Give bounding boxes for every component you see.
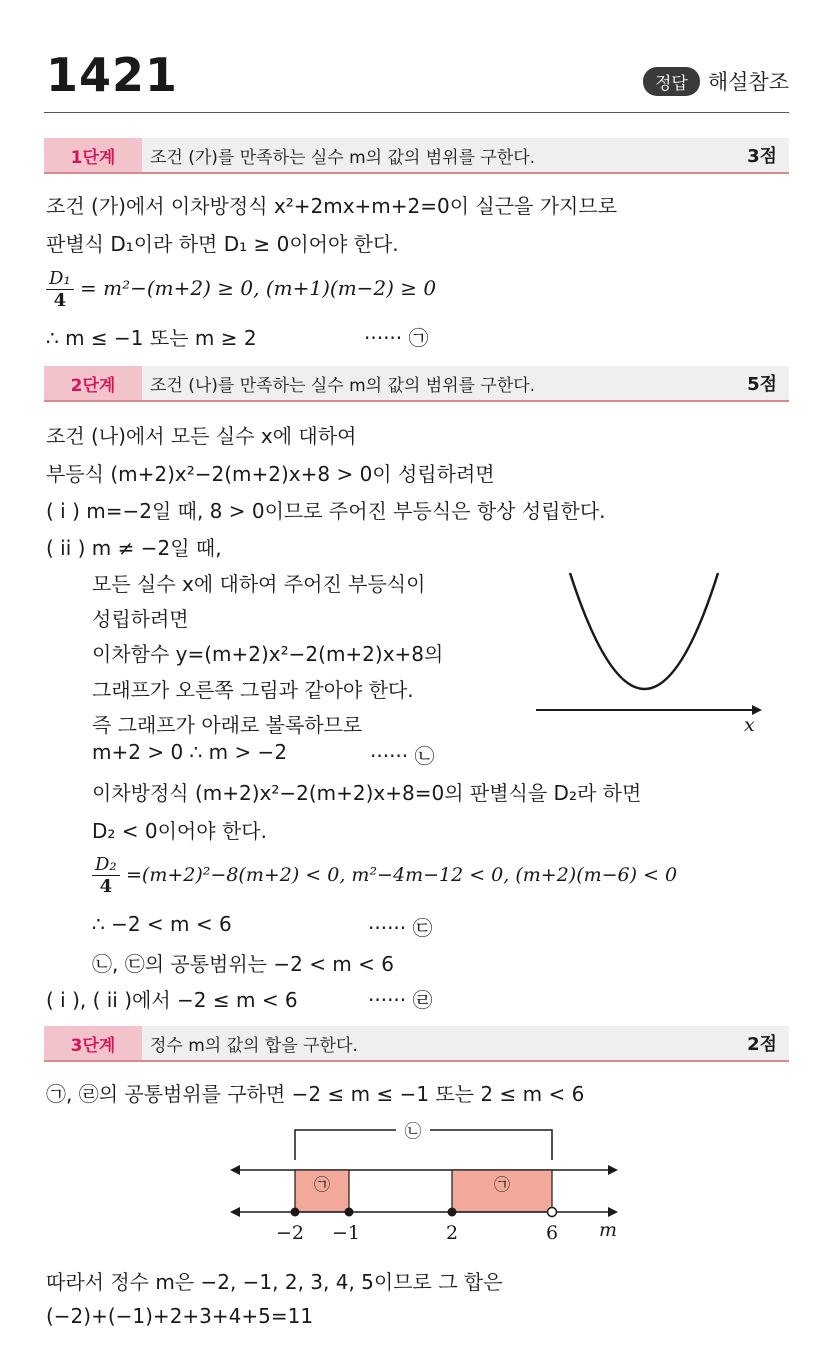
step2-line-14: ∴ −2 < m < 6	[92, 912, 232, 936]
step2-line-11: 이차방정식 (m+2)x²−2(m+2)x+8=0의 판별식을 D₂라 하면	[92, 781, 642, 805]
fraction-d2-over-4	[92, 854, 120, 897]
step2-line-16-mark: ······ ㉣	[368, 988, 433, 1012]
tick-label-6: 6	[545, 1222, 559, 1244]
upper-left-arrowhead	[230, 1165, 240, 1175]
step3-line-1: ㉠, ㉣의 공통범위를 구하면 −2 ≤ m ≤ −1 또는 2 ≤ m < 6	[46, 1082, 585, 1106]
tick-label-neg2: −2	[275, 1222, 305, 1244]
axis-label-m: m	[598, 1219, 618, 1241]
number-line-diagram	[220, 1112, 640, 1250]
step2-line-16: ( i ), ( ii )에서 −2 ≤ m < 6	[46, 988, 298, 1012]
step3-line-3: (−2)+(−1)+2+3+4+5=11	[46, 1304, 314, 1328]
step2-equation	[92, 854, 677, 897]
answer-reference	[643, 66, 789, 96]
step2-equation-rest: =(m+2)²−8(m+2) < 0, m²−4m−12 < 0, (m+2)(m−6) < 0	[126, 864, 678, 886]
tick-label-neg1: −1	[331, 1222, 361, 1244]
step-bar-1	[44, 138, 789, 174]
step-tag-3: 3단계	[44, 1026, 142, 1060]
point-6-open	[548, 1208, 557, 1217]
step2-line-15: ㉡, ㉢의 공통범위는 −2 < m < 6	[92, 952, 394, 976]
parabola-curve	[570, 573, 718, 689]
bracket-label: ㉡	[404, 1122, 422, 1142]
fraction-denominator: 4	[53, 290, 67, 311]
lower-left-arrowhead	[230, 1207, 240, 1217]
header-divider	[44, 112, 789, 113]
region-label-2: ㉠	[493, 1175, 511, 1194]
step-tag-1: 1단계	[44, 138, 142, 172]
step2-line-10-mark: ······ ㉡	[370, 744, 435, 768]
fraction-d1-over-4	[46, 268, 74, 311]
step2-line-1: 조건 (나)에서 모든 실수 x에 대하여	[46, 424, 357, 448]
step2-line-14-mark: ······ ㉢	[368, 916, 433, 940]
upper-right-arrowhead	[608, 1165, 618, 1175]
step-text-2: 조건 (나)를 만족하는 실수 m의 값의 범위를 구한다.	[150, 375, 536, 396]
step-text-1: 조건 (가)를 만족하는 실수 m의 값의 범위를 구한다.	[150, 147, 536, 168]
step2-line-8: 그래프가 오른쪽 그림과 같아야 한다.	[92, 678, 414, 702]
step3-line-2: 따라서 정수 m은 −2, −1, 2, 3, 4, 5이므로 그 합은	[46, 1270, 503, 1294]
point-neg2	[291, 1208, 300, 1217]
step-bar-2	[44, 366, 789, 402]
step2-line-12: D₂ < 0이어야 한다.	[92, 819, 267, 843]
lower-right-arrowhead	[608, 1207, 618, 1217]
step-text-3: 정수 m의 값의 합을 구한다.	[150, 1035, 358, 1056]
region-label-1: ㉠	[313, 1175, 331, 1194]
step2-line-10: m+2 > 0 ∴ m > −2	[92, 740, 288, 764]
problem-number: 1421	[46, 48, 179, 102]
fraction-numerator: D₁	[46, 268, 74, 290]
step1-result-mark: ······ ㉠	[364, 326, 429, 350]
step2-line-7: 이차함수 y=(m+2)x²−2(m+2)x+8의	[92, 642, 444, 666]
step2-line-2: 부등식 (m+2)x²−2(m+2)x+8 > 0이 성립하려면	[46, 462, 495, 486]
step2-case-2: ( ii ) m ≠ −2일 때,	[46, 536, 222, 560]
step2-line-9: 즉 그래프가 아래로 볼록하므로	[92, 713, 363, 737]
step-score-1: 3점	[747, 146, 777, 167]
step1-equation	[46, 268, 436, 311]
step2-line-6: 성립하려면	[92, 607, 189, 631]
fraction-denominator: 4	[99, 876, 113, 897]
answer-badge: 정답	[643, 67, 700, 96]
step-bar-3	[44, 1026, 789, 1062]
fraction-numerator: D₂	[92, 854, 120, 876]
step2-line-5: 모든 실수 x에 대하여 주어진 부등식이	[92, 572, 426, 596]
step-tag-2: 2단계	[44, 366, 142, 400]
step1-line-2: 판별식 D₁이라 하면 D₁ ≥ 0이어야 한다.	[46, 232, 399, 256]
step-score-2: 5점	[747, 374, 777, 395]
point-neg1	[345, 1208, 354, 1217]
tick-label-2: 2	[445, 1222, 459, 1244]
x-axis-label: x	[744, 714, 755, 736]
parabola-graph	[530, 565, 770, 745]
step-score-3: 2점	[747, 1034, 777, 1055]
step2-case-1: ( i ) m=−2일 때, 8 > 0이므로 주어진 부등식은 항상 성립한다.	[46, 499, 606, 523]
step1-line-1: 조건 (가)에서 이차방정식 x²+2mx+m+2=0이 실근을 가지므로	[46, 194, 618, 218]
step1-result: ∴ m ≤ −1 또는 m ≥ 2	[46, 326, 257, 350]
point-2	[448, 1208, 457, 1217]
answer-text: 해설참조	[707, 70, 789, 94]
step1-equation-rest: = m²−(m+2) ≥ 0, (m+1)(m−2) ≥ 0	[80, 276, 437, 300]
